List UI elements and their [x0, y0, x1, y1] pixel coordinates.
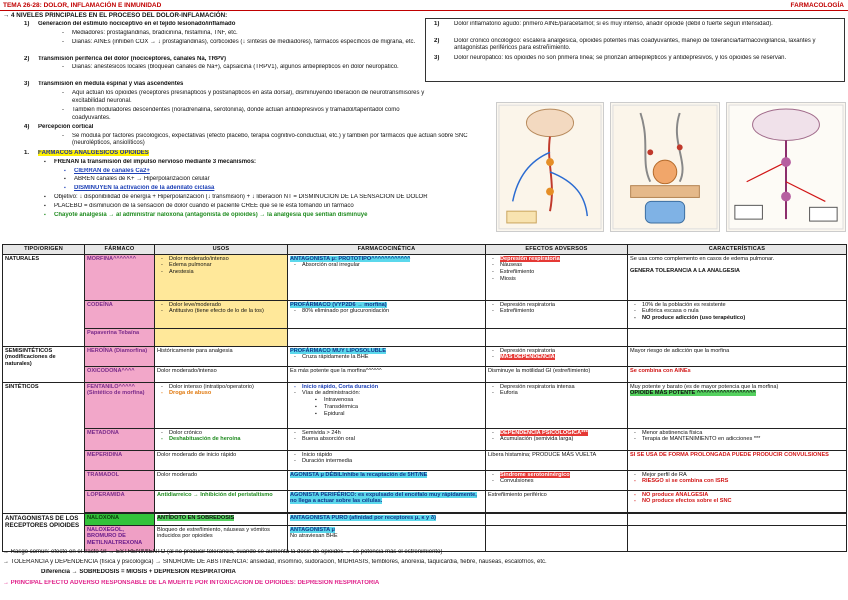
pk-cell: PROFÁRMACO MUY LIPOSOLUBLE - Cruza rápidamente la BHE [288, 346, 486, 366]
adverse-cell [486, 513, 628, 525]
table-row [3, 382, 847, 428]
group-cell: SINTÉTICOS [3, 382, 85, 513]
adverse-cell [486, 328, 628, 346]
uses-cell: Dolor moderado [155, 470, 288, 490]
uses-cell: Bloqueo de estreñimiento, náuseas y vómitos inducidos por opioides [155, 525, 288, 551]
pk-cell: - Inicio rápido - Duración intermedia [288, 450, 486, 470]
pk-cell: ANTAGONISTA μ No atraviesan BHE [288, 525, 486, 551]
outline-level-1: 1) Generación del estímulo nociceptivo en el tejido lesionado/inflamado [24, 21, 236, 27]
outline-level-2: 2) Transmisión periférica del dolor (nociceptores, canales Na, TRPV) [24, 55, 227, 62]
drug-cell: MORFINA^^^^^^^ [85, 254, 155, 300]
descending-modulation-diagram [726, 102, 846, 232]
adverse-cell: - Depresión respiratoria - MÁS DEPENDENCIA [486, 346, 628, 366]
pk-cell: ANTAGONISTA PURO (afinidad por receptores μ, κ y δ) [288, 513, 486, 525]
note-overdose: Diferencia → SOBREDOSIS = MIOSIS + DEPRESIÓN RESPIRATORIA [41, 569, 236, 575]
drug-cell: METADONA [85, 428, 155, 450]
table-row [3, 428, 847, 450]
mechanism-adenylate: ▪ DISMINUYEN la activación de la adenilato ciclasa [14, 185, 502, 194]
drug-cell: MEPERIDINA [85, 450, 155, 470]
table-row [3, 525, 847, 551]
adverse-cell: Disminuye la motilidad GI (estreñimiento) [486, 366, 628, 382]
group-cell: NATURALES [3, 254, 85, 346]
pk-cell: AGONISTA μ DÉBILInhibe la recaptación de 5HT/NE [288, 470, 486, 490]
subject-label: FARMACOLOGÍA [790, 2, 844, 9]
note-gi-effect: → Rasgo común: efecto en el tracto GI → ESTREÑIMIENTO (al no producir tolerancia, cuando se aumenta la dosis de opioides → se potencia más el estreñimiento) [3, 549, 443, 555]
uses-cell: ANTÍDOTO EN SOBREDOSIS [155, 513, 288, 525]
sidebox-item: 1) Dolor inflamatorio agudo: primero AINE/paracetamol; si es muy intenso, añadir opioide (débil o fuerte según intensidad). [434, 21, 773, 27]
adverse-cell: - Depresión respiratoria intensa - Euforia [486, 382, 628, 428]
opioid-receptor-diagram [610, 102, 720, 232]
table-row [3, 490, 847, 512]
features-cell: - NO produce ANALGESIA - NO produce efectos sobre el SNC [628, 490, 847, 512]
table-row [3, 300, 847, 328]
outline-mediators: - Mediadores: prostaglandinas, bradicinina, histamina, TNF, etc. [14, 30, 502, 39]
features-cell [628, 513, 847, 525]
features-cell: - Mejor perfil de RA - RIESGO si se combina con ISRS [628, 470, 847, 490]
col-header: EFECTOS ADVERSOS [486, 245, 628, 255]
features-cell: Mayor riesgo de adicción que la morfina [628, 346, 847, 366]
section-opioids-title: 1. FÁRMACOS ANALGÉSICOS OPIOIDES [24, 149, 149, 156]
outline-targets-2: - Dianas: anestésicos locales (bloquean canales de Na+), capsaicina (TRPV1), algunos antiepilépticos en dolor neuropático. [14, 64, 502, 81]
drug-cell: OXICODONA^^^^ [85, 366, 155, 382]
features-cell: - 10% de la población es resistente - Eufórica escasa o nula - NO produce adicción (uso terapéutico) [628, 300, 847, 328]
table-row [3, 513, 847, 525]
note-tolerance: → TOLERANCIA y DEPENDENCIA (física y psicológica) → SÍNDROME DE ABSTINENCIA: ansiedad, insomnio, sudoración, MIDRIASIS, temblores, anorexia, taquicardia, fiebre, náuseas, escalofríos, etc. [3, 559, 547, 565]
adverse-cell: Estreñimiento periférico [486, 490, 628, 512]
uses-cell: Históricamente para analgesia [155, 346, 288, 366]
table-header-row [3, 245, 847, 255]
features-cell: - Menor abstinencia física - Terapia de MANTENIMIENTO en adicciones *** [628, 428, 847, 450]
note-respiratory-depression: → PRINCIPAL EFECTO ADVERSO RESPONSABLE DE LA MUERTE POR INTOXICACIÓN DE OPIOIDES: DEPRESIÓN RESPIRATORIA [3, 580, 380, 586]
adverse-cell: - Depresión respiratoria - Estreñimiento [486, 300, 628, 328]
pk-cell: Es más potente que la morfina^^^^^^ [288, 366, 486, 382]
uses-cell: - Dolor moderado/intenso - Edema pulmonar - Anestesia [155, 254, 288, 300]
adverse-cell: - Síndrome serotoninérgico - Convulsiones [486, 470, 628, 490]
outline-descending: - También moduladores descendentes (noradrenalina, serotonina), donde actúan antidepresivos y tramadol/tapentadol como coadyuvantes. [14, 107, 502, 124]
table-row [3, 254, 847, 300]
pk-cell [288, 328, 486, 346]
drug-cell: Papaverina Tebaína [85, 328, 155, 346]
uses-cell: Antidiarreico → Inhibición del peristaltismo [155, 490, 288, 512]
drug-cell: CODEÍNA [85, 300, 155, 328]
adverse-cell [486, 525, 628, 551]
header-divider [0, 10, 848, 11]
group-cell: ANTAGONISTAS DE LOS RECEPTORES OPIOIDES [3, 513, 85, 551]
pk-cell: PROFÁRMACO (VYP2D6 → morfina) - 80% eliminado por glucuronidación [288, 300, 486, 328]
drug-cell: FENTANILO^^^^^ (Sintético de morfina) [85, 382, 155, 428]
sidebox-item: 3) Dolor neuropático: los opioides no son primera línea; se priorizan antiepilépticos y antidepresivos, y los opioides se reservan. [434, 55, 787, 61]
col-header: CARACTERÍSTICAS [628, 245, 847, 255]
outline-mechanisms: ▪ FRENAN la transmisión del impulso nervioso mediante 3 mecanismos: [14, 159, 502, 168]
uses-cell: Dolor moderado de inicio rápido [155, 450, 288, 470]
uses-cell: - Dolor crónico - Deshabituación de heroína [155, 428, 288, 450]
features-cell: SI SE USA DE FORMA PROLONGADA PUEDE PRODUCIR CONVULSIONES [628, 450, 847, 470]
outline-targets-1: - Dianas: AINEs (inhiben COX → ↓ prostaglandinas), corticoides (↓ síntesis de mediadores), fármacos específicos de migraña, etc. [14, 39, 502, 56]
outline-objective: ▪ Objetivo: ↓ disponibilidad de energía + Hiperpolarización (↓ transmisión) + ↓ liberación NT = DISMINUCIÓN DE LA SENSACIÓN DE DOLOR [14, 194, 502, 203]
outline-level-4: 4) Percepción cortical [24, 124, 94, 131]
col-header: FÁRMACO [85, 245, 155, 255]
adverse-cell: - Depresión respiratoria - Náuseas - Estreñimiento - Miosis [486, 254, 628, 300]
drug-cell: TRAMADOL [85, 470, 155, 490]
features-cell: Se usa como complemento en casos de edema pulmonar. GENERA TOLERANCIA A LA ANALGESIA [628, 254, 847, 300]
table-row [3, 328, 847, 346]
drug-cell: NALOXEGOL, BROMURO DE METILNALTREXONA [85, 525, 155, 551]
pain-pathway-diagram-left [496, 102, 604, 232]
group-cell: SEMISINTÉTICOS (modificaciones de naturales) [3, 346, 85, 382]
clinical-use-box [425, 18, 845, 82]
uses-cell: - Dolor leve/moderado - Antitusivo (tiene efecto de lo de la tos) [155, 300, 288, 328]
uses-cell [155, 328, 288, 346]
pain-pathway-figures [496, 102, 848, 235]
outline-cortical: - Se modula por factores psicológicos, expectativas (efecto placebo, terapia cognitivo-conductual, etc.) y también por fármacos que actúan sobre SNC (neurolépticos, ansiolíticos) [14, 133, 502, 150]
outline-opioids-spinal: - Aquí actúan los opioides (receptores presinápticos y postsinápticos en asta dorsal), disminuyendo liberación de neurotransmisores y excitabilidad neuronal. [14, 90, 502, 107]
table-row [3, 470, 847, 490]
document-title: TEMA 26-28: DOLOR, INFLAMACIÓN E INMUNIDAD [3, 2, 162, 9]
features-cell [628, 525, 847, 551]
features-cell: Se combina con AINEs [628, 366, 847, 382]
pk-cell: ANTAGONISTA μ: PROTOTIPO^^^^^^^^^^^^ - Absorción oral irregular [288, 254, 486, 300]
col-header: FARMACOCINÉTICA [288, 245, 486, 255]
drug-cell: HEROÍNA (Diamorfina) [85, 346, 155, 366]
table-row [3, 366, 847, 382]
pk-cell: - Semivida > 24h - Buena absorción oral [288, 428, 486, 450]
adverse-cell: - DEPENDENCIA PSICOLÓGICA*** - Acumulación (semivida larga) [486, 428, 628, 450]
drug-cell: NALOXONA [85, 513, 155, 525]
outline-level-3: 3) Transmisión en médula espinal y vías ascendentes [24, 81, 184, 88]
features-cell: Muy potente y barato (es de mayor potencia que la morfina) OPIOIDE MÁS POTENTE ^^^^^^^^^^^^^^^^^^ [628, 382, 847, 428]
opioid-drugs-table [2, 244, 847, 552]
mechanism-potassium: ▪ ABREN canales de K+ → Hiperpolarización celular [14, 176, 502, 185]
outline-placebo: ▪ PLACEBO = disminución de la sensación de dolor cuando el paciente CREE que se le está tomando un fármaco [14, 203, 502, 212]
outline-chayote: ▪ Chayote analgesia → al administrar naloxona (antagonista de opioides) → la analgesia que sentían disminuye [14, 212, 502, 221]
col-header: TIPO/ORIGEN [3, 245, 85, 255]
mechanism-calcium: ▪ CIERRAN de canales Ca2+ [14, 168, 502, 177]
pk-cell: - Inicio rápido, Corta duración - Vías de administración: ▪ Intravenosa ▪ Transdérmica ▪ Epidural [288, 382, 486, 428]
sidebox-item: 2) Dolor crónico oncológico: escalera analgésica, opioides potentes más coadyuvantes, manejo de tolerancia/farmacovigilancia, laxantes y antagonistas periféricos para estreñimiento. [434, 38, 816, 52]
table-row [3, 346, 847, 366]
col-header: USOS [155, 245, 288, 255]
uses-cell: - Dolor intenso (intratipo/operatorio) - Droga de abuso [155, 382, 288, 428]
features-cell [628, 328, 847, 346]
adverse-cell: Libera histamina; PRODUCE MÁS VUELTA [486, 450, 628, 470]
uses-cell: Dolor moderado/intenso [155, 366, 288, 382]
levels-title: → 4 NIVELES PRINCIPALES EN EL PROCESO DEL DOLOR-INFLAMACIÓN: [3, 12, 228, 19]
drug-cell: LOPERAMIDA [85, 490, 155, 512]
pk-cell: AGONISTA PERIFÉRICO: es expulsado del encéfalo muy rápidamente, no llega a actuar sobre las células. [288, 490, 486, 512]
table-row [3, 450, 847, 470]
